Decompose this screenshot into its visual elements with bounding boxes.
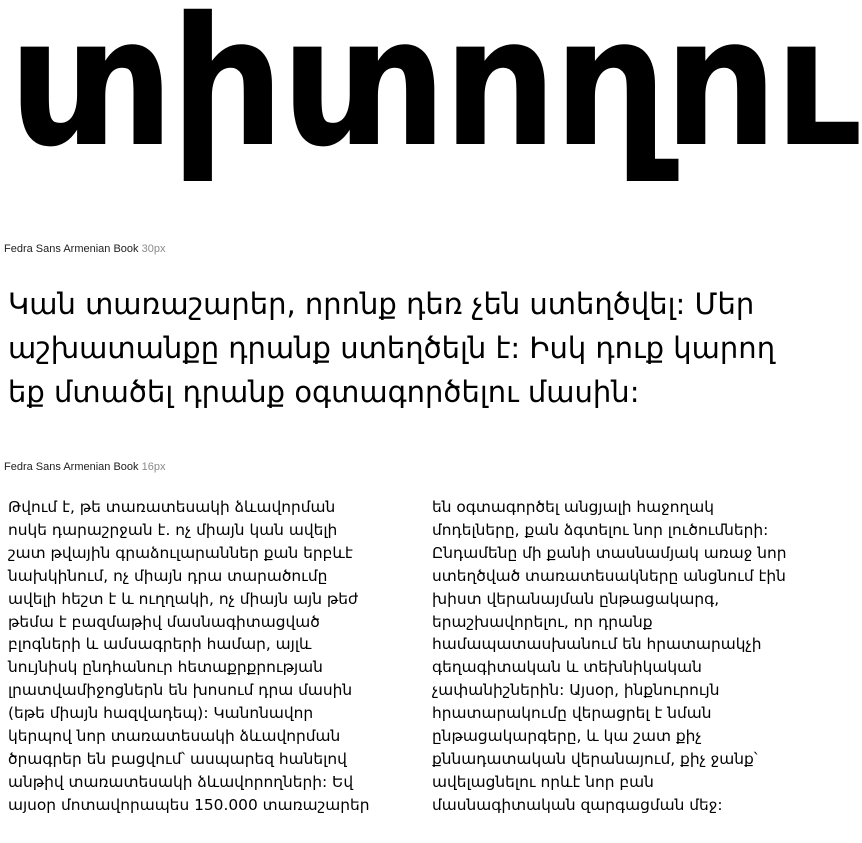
font-size-label: 30px <box>141 243 166 255</box>
paragraph-line: մոդելները, քան ձգտելու նոր լուծումների: <box>432 520 769 539</box>
paragraph-line: շատ թվային գրաձուլարաններ քան երբևէ <box>8 543 353 562</box>
paragraph-line: Ընդամենը մի քանի տասնամյակ առաջ նոր <box>432 543 787 562</box>
specimen-caption-16 <box>4 460 165 474</box>
paragraph-line: նախկինում, ոչ միայն դրա տարածումը <box>8 566 328 585</box>
font-name: Fedra Sans Armenian Book <box>4 243 139 255</box>
paragraph-line: մասնագիտական զարգացման մեջ: <box>432 795 723 814</box>
paragraph-line: թեմա է բազմաթիվ մասնագիտացված <box>8 612 320 631</box>
paragraph-line: ավելացնելու որևէ նոր բան <box>432 772 654 791</box>
paragraph-line: անթիվ տառատեսակի ձևավորողների: Եվ <box>8 772 354 791</box>
paragraph-line: Թվում է, թե տառատեսակի ձևավորման <box>8 498 336 516</box>
text-column-left <box>8 496 418 817</box>
specimen-line: եք մտածել դրանք օգտագործելու մասին: <box>8 375 640 409</box>
specimen-line: աշխատանքը դրանք ստեղծելն է: Իսկ դուք կարող <box>8 331 776 365</box>
paragraph-line: նույնիսկ ընդհանուր հետաքրքրության <box>8 658 323 677</box>
hero-word: տիտողու <box>8 0 856 186</box>
specimen-text-30 <box>8 282 858 414</box>
paragraph-line: քննադատական վերանայում, քիչ ջանք՝ <box>432 749 758 768</box>
paragraph-line: (եթե միայն հազվադեպ): Կանոնավոր <box>8 704 314 723</box>
paragraph-line: չափանիշներին: Այսօր, ինքնուրույն <box>432 681 720 700</box>
specimen-caption-30 <box>4 242 165 256</box>
specimen-text-16 <box>0 496 862 843</box>
paragraph-line: ծրագրեր են բացվում՝ ասպարեզ հանելով <box>8 749 347 768</box>
font-size-label: 16px <box>141 461 166 473</box>
text-column-right <box>432 496 857 817</box>
paragraph-line: այսօր մոտավորապես 150.000 տառաշարեր <box>8 795 370 814</box>
paragraph-line: բլոգների և ամսագրերի համար, այլև <box>8 635 312 654</box>
paragraph-line: խիստ վերանայման ընթացակարգ, <box>432 589 720 608</box>
paragraph-line: ստեղծված տառատեսակները անցնում էին <box>432 566 786 585</box>
paragraph-line: ավելի հեշտ է և ուղղակի, ոչ միայն այն թեժ <box>8 589 359 608</box>
specimen-line: Կան տառաշարեր, որոնք դեռ չեն ստեղծվել: Մեր <box>8 287 755 321</box>
paragraph-line: հրատարակումը վերացրել է նման <box>432 704 712 723</box>
paragraph-line: համապատասխանում են հրատարակչի <box>432 635 762 654</box>
paragraph-line: լրատվամիջոցներն են խոսում դրա մասին <box>8 681 353 700</box>
paragraph-line: գեղագիտական և տեխնիկական <box>432 658 702 677</box>
hero-sample <box>0 0 862 215</box>
paragraph-line: ընթացակարգերը, և կա շատ քիչ <box>432 727 702 746</box>
paragraph-line: կերպով նոր տառատեսակի ձևավորման <box>8 727 341 746</box>
paragraph-line: ոսկե դարաշրջան է. ոչ միայն կան ավելի <box>8 520 338 539</box>
font-name: Fedra Sans Armenian Book <box>4 461 139 473</box>
paragraph-line: են օգտագործել անցյալի հաջողակ <box>432 498 715 516</box>
paragraph-line: երաշխավորելու, որ դրանք <box>432 612 653 631</box>
